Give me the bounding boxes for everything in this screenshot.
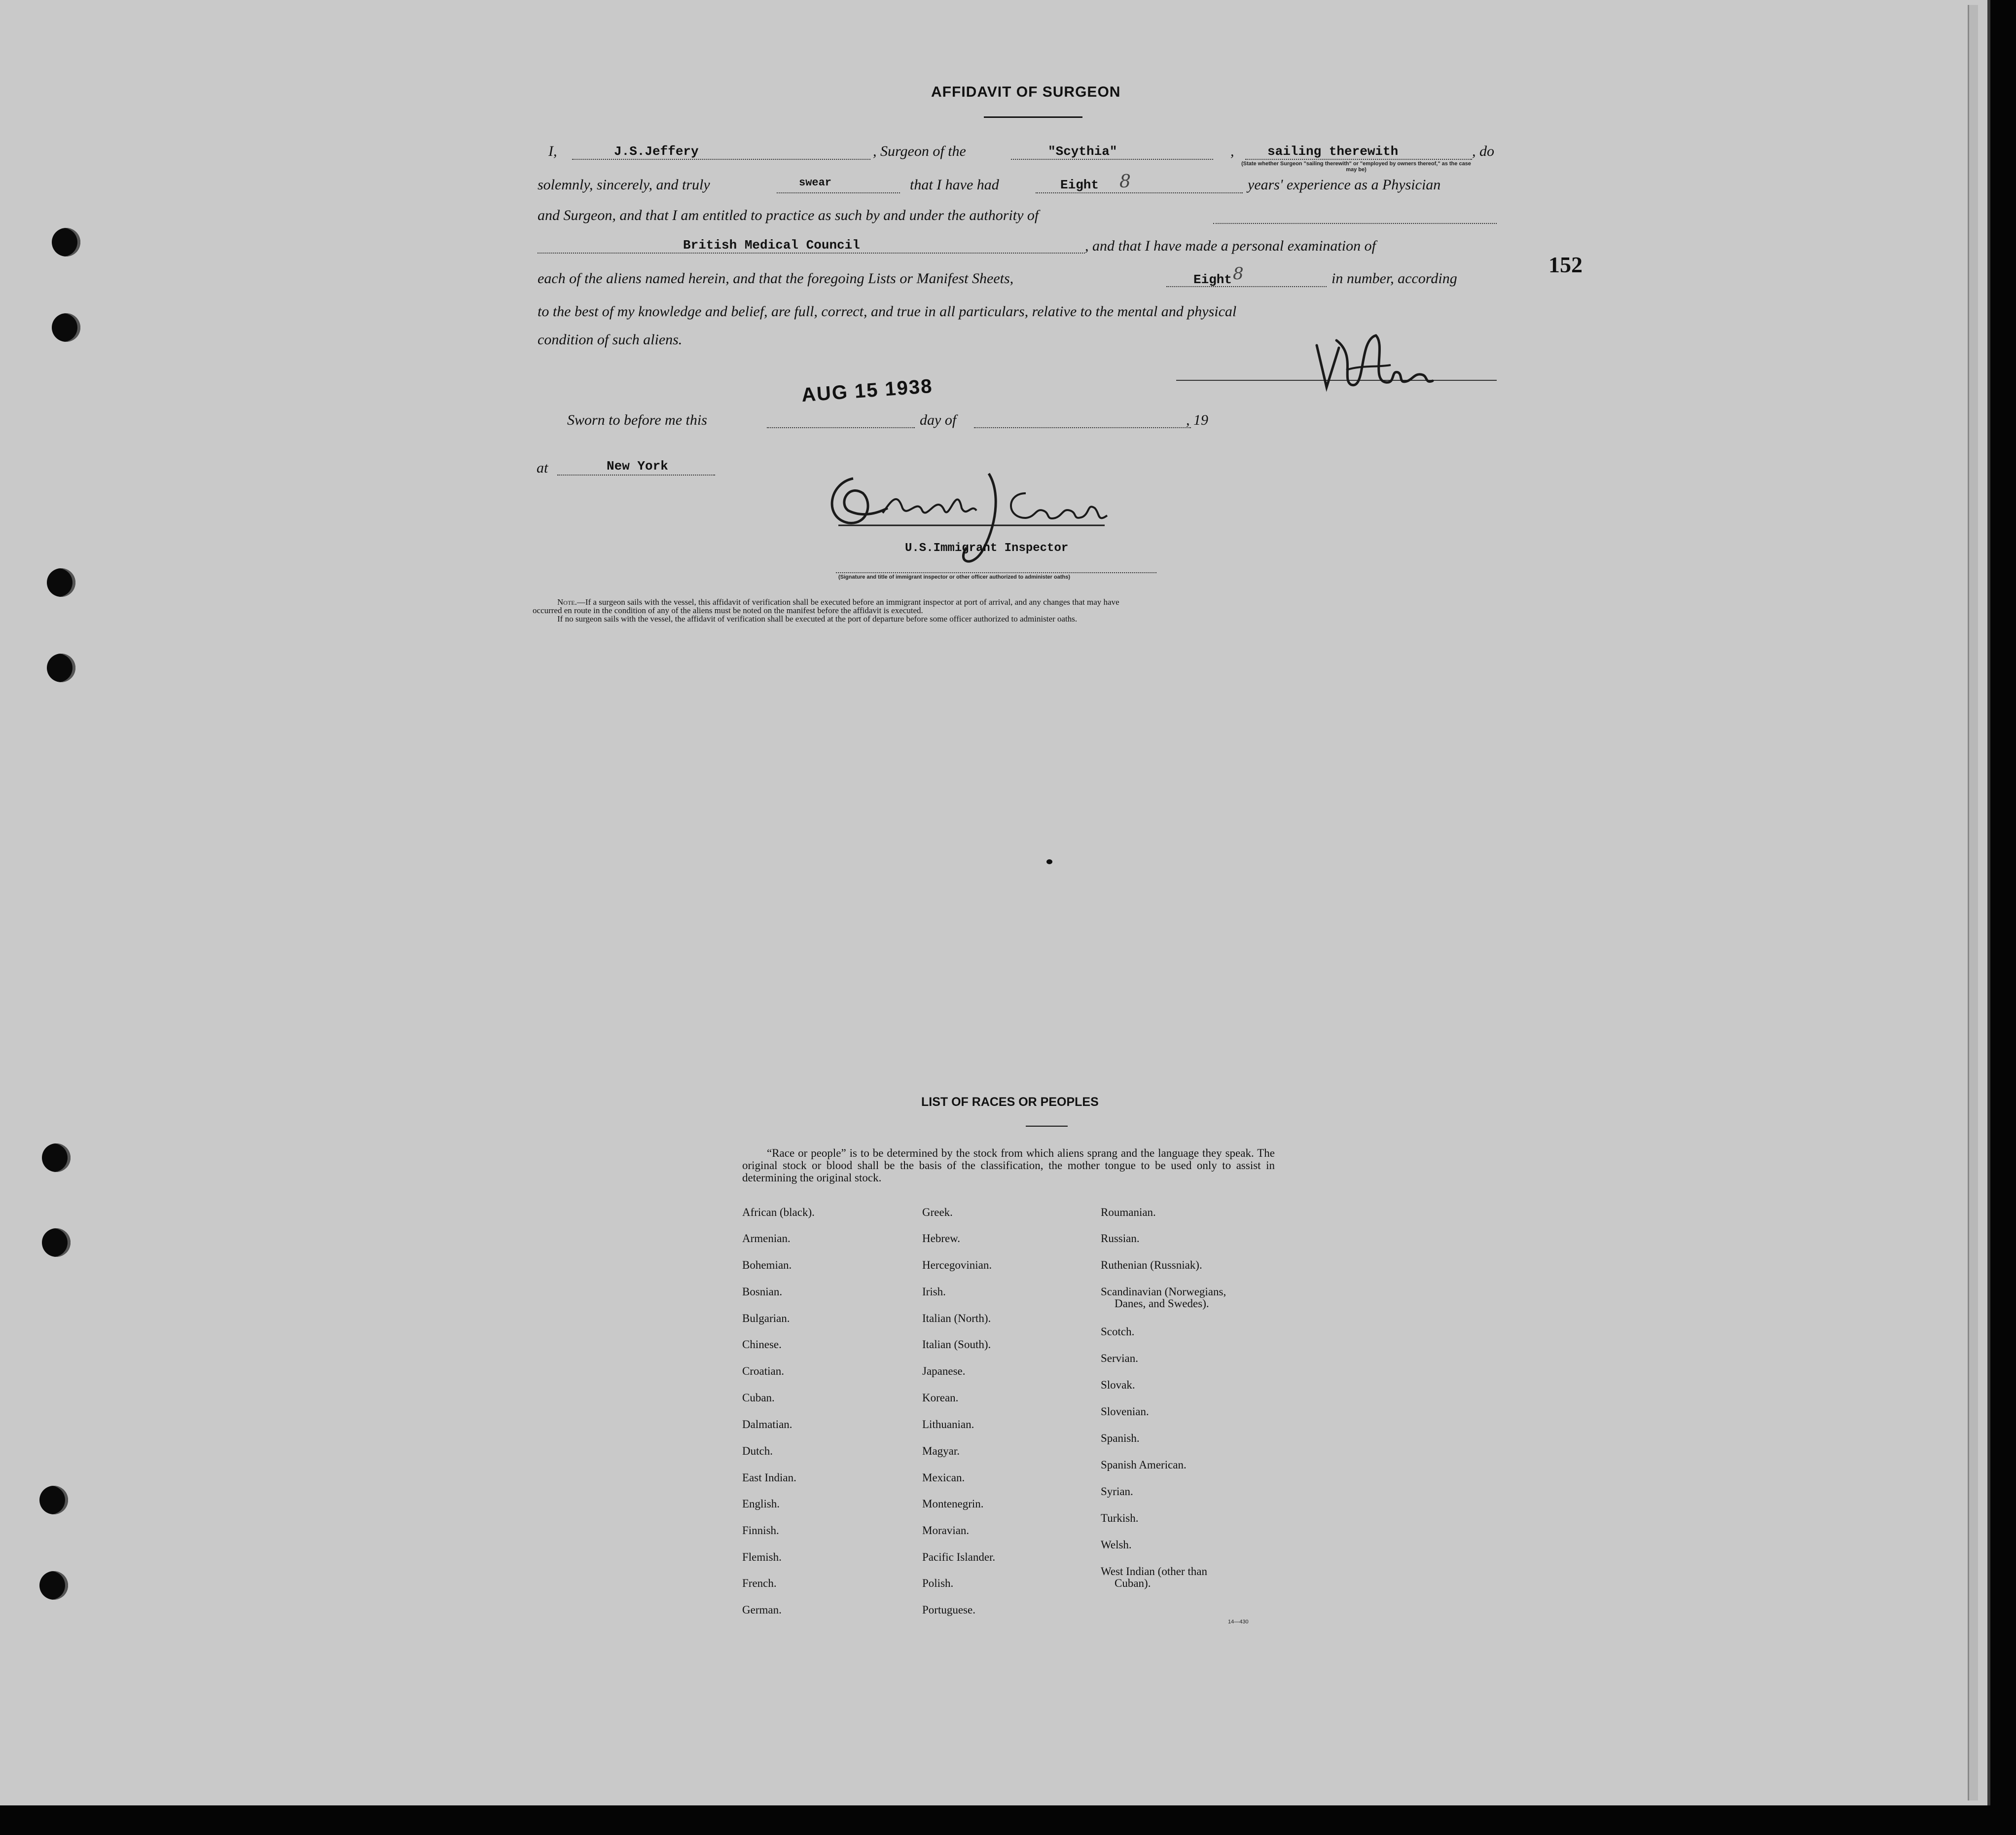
authority-field-line-1	[1213, 223, 1497, 224]
race-item: African (black).	[742, 1206, 815, 1218]
years-handwritten: 8	[1119, 172, 1131, 192]
note-line2: occurred en route in the condition of any of the aliens must be noted on the manifest before the affidavit is executed.	[533, 606, 923, 615]
race-item: Bohemian.	[742, 1259, 792, 1271]
race-item: Armenian.	[742, 1232, 791, 1245]
race-item: Finnish.	[742, 1524, 779, 1537]
at-label: at	[537, 460, 548, 476]
race-item: Scandinavian (Norwegians,	[1101, 1285, 1226, 1298]
race-item: Bulgarian.	[742, 1312, 790, 1324]
race-item: Portuguese.	[922, 1604, 975, 1616]
surgeon-name: J.S.Jeffery	[614, 144, 699, 159]
binder-hole	[52, 313, 80, 342]
race-item: Hercegovinian.	[922, 1259, 992, 1271]
race-item: Syrian.	[1101, 1485, 1133, 1498]
sailing-hint: (State whether Surgeon "sailing therewith" or "employed by owners thereof," as the case may be)	[1241, 161, 1471, 173]
line2-text2: that I have had	[910, 177, 999, 193]
race-item: Montenegrin.	[922, 1498, 984, 1510]
page-edge	[1968, 5, 1978, 1800]
sworn-month-line	[974, 427, 1191, 428]
sworn-day-line	[767, 427, 915, 428]
surgeon-of-label: , Surgeon of the	[873, 143, 966, 159]
binder-hole	[39, 1571, 68, 1600]
note-line1: —If a surgeon sails with the vessel, this affidavit of verification shall be executed before an immigrant inspector at port of arrival, and any changes that may have	[576, 597, 1119, 607]
race-item: Chinese.	[742, 1338, 782, 1351]
sworn-text3: , 19	[1186, 412, 1208, 428]
sworn-text1: Sworn to before me this	[567, 412, 707, 428]
sheets-handwritten: 8	[1233, 264, 1244, 284]
races-column-3	[1101, 1207, 1278, 1631]
race-item: Korean.	[922, 1392, 959, 1404]
sheets-typed: Eight	[1193, 272, 1232, 287]
at-place: New York	[607, 459, 668, 474]
line5-text2: in number, according	[1332, 270, 1457, 287]
sailing-status: sailing therewith	[1267, 144, 1399, 159]
race-item: Dutch.	[742, 1445, 773, 1457]
binder-hole	[42, 1228, 71, 1257]
race-item: Croatian.	[742, 1365, 784, 1377]
race-item: Lithuanian.	[922, 1418, 974, 1431]
race-item: Spanish.	[1101, 1432, 1140, 1444]
race-item: Dalmatian.	[742, 1418, 792, 1431]
race-item: German.	[742, 1604, 782, 1616]
years-field-line	[1036, 192, 1243, 193]
race-item: Roumanian.	[1101, 1206, 1156, 1218]
race-item: Japanese.	[922, 1365, 966, 1377]
race-item: Spanish American.	[1101, 1459, 1187, 1471]
inspector-title: U.S.Immigrant Inspector	[905, 542, 1069, 555]
race-item: East Indian.	[742, 1471, 796, 1484]
line5-text1: each of the aliens named herein, and that the foregoing Lists or Manifest Sheets,	[538, 270, 1014, 287]
page-number: 152	[1548, 252, 1583, 277]
races-title: LIST OF RACES OR PEOPLES	[921, 1095, 1099, 1109]
race-item: Pacific Islander.	[922, 1551, 996, 1563]
note-line3: If no surgeon sails with the vessel, the affidavit of verification shall be executed at the port of departure before some officer authorized to administer oaths.	[557, 614, 1078, 624]
race-item: Mexican.	[922, 1471, 965, 1484]
binder-hole	[47, 568, 75, 597]
binder-hole	[47, 654, 75, 682]
races-column-2	[922, 1207, 1090, 1631]
race-item: Russian.	[1101, 1232, 1140, 1245]
authority-field-line-2	[538, 253, 1085, 254]
races-column-1	[742, 1207, 910, 1631]
race-item: Scotch.	[1101, 1325, 1135, 1338]
sailing-field-line	[1245, 159, 1472, 160]
race-item: Slovak.	[1101, 1379, 1135, 1391]
name-field-line	[572, 159, 870, 160]
race-item: Danes, and Swedes).	[1115, 1297, 1209, 1310]
races-title-underline	[1026, 1126, 1068, 1127]
authority-name: British Medical Council	[683, 238, 860, 253]
race-item: Irish.	[922, 1285, 946, 1298]
surgeon-signature	[1312, 326, 1440, 402]
affidavit-title: AFFIDAVIT OF SURGEON	[931, 84, 1121, 100]
race-item: Moravian.	[922, 1524, 970, 1537]
race-item: Italian (South).	[922, 1338, 991, 1351]
race-item: English.	[742, 1498, 780, 1510]
race-item: Servian.	[1101, 1352, 1139, 1364]
line6-text: to the best of my knowledge and belief, are full, correct, and true in all particulars, relative to the mental and physical	[538, 303, 1237, 320]
binder-hole	[52, 228, 80, 257]
do-label: , do	[1472, 143, 1494, 159]
binder-hole	[39, 1486, 68, 1514]
race-item: Turkish.	[1101, 1512, 1139, 1524]
line7-text: condition of such aliens.	[538, 331, 683, 348]
ink-speck	[1046, 859, 1052, 864]
note-block	[533, 598, 1499, 623]
signature-caption: (Signature and title of immigrant inspector or other officer authorized to administer oaths)	[838, 574, 1070, 580]
race-item: Magyar.	[922, 1445, 960, 1457]
form-number: 14—430	[1228, 1619, 1249, 1625]
race-item: Slovenian.	[1101, 1405, 1149, 1418]
affidavit-i: I,	[548, 143, 557, 159]
race-item: French.	[742, 1577, 777, 1589]
oath-word: swear	[799, 177, 832, 189]
race-item: Cuban).	[1115, 1577, 1151, 1589]
race-item: Greek.	[922, 1206, 953, 1218]
race-item: Bosnian.	[742, 1285, 783, 1298]
ship-name: "Scythia"	[1048, 144, 1117, 159]
title-underline	[984, 116, 1082, 118]
sworn-text2: day of	[920, 412, 957, 428]
years-typed: Eight	[1060, 178, 1099, 192]
race-item: Flemish.	[742, 1551, 782, 1563]
line2-text1: solemnly, sincerely, and truly	[538, 177, 710, 193]
line4-text: , and that I have made a personal examination of	[1085, 238, 1376, 254]
race-item: Welsh.	[1101, 1539, 1132, 1551]
race-item: Italian (North).	[922, 1312, 991, 1324]
note-label: Note.	[557, 597, 577, 607]
inspector-signature	[819, 464, 1115, 580]
line2-text3: years' experience as a Physician	[1248, 177, 1441, 193]
oath-field-line	[777, 192, 900, 193]
ship-field-line	[1011, 159, 1213, 160]
race-item: Ruthenian (Russniak).	[1101, 1259, 1202, 1271]
at-place-line	[557, 475, 715, 476]
sheets-field-line	[1166, 286, 1327, 287]
races-intro: “Race or people” is to be determined by the stock from which aliens sprang and the language they speak. The original stock or blood shall be the basis of the classification, the mother tongue to be used only to assist in determining the original stock.	[742, 1147, 1275, 1184]
line3-text: and Surgeon, and that I am entitled to practice as such by and under the authority of	[538, 207, 1039, 223]
binder-hole	[42, 1143, 71, 1172]
race-item: Polish.	[922, 1577, 954, 1589]
race-item: West Indian (other than	[1101, 1565, 1207, 1578]
inspector-signature-line	[836, 572, 1156, 573]
race-item: Hebrew.	[922, 1232, 961, 1245]
date-stamp: AUG 15 1938	[800, 375, 934, 406]
race-item: Cuban.	[742, 1392, 775, 1404]
comma: ,	[1230, 143, 1234, 159]
